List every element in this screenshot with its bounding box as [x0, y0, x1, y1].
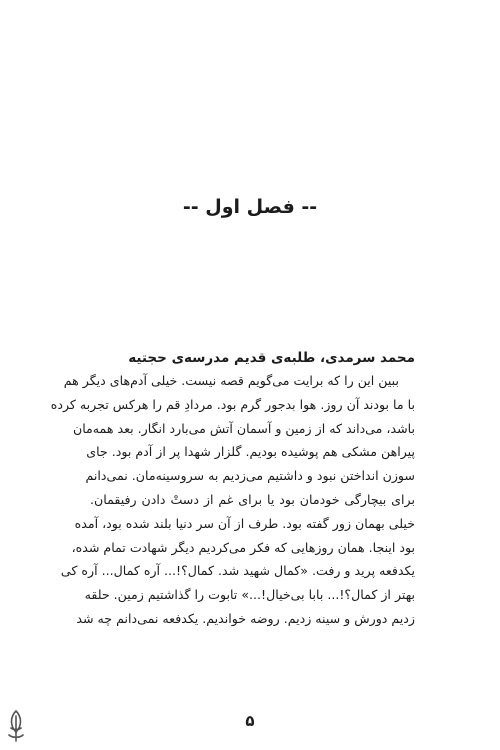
body-line: پیراهن مشکی هم پوشیده بودیم. گلزار شهدا پر از آدم بود. جای	[86, 444, 415, 460]
body-line: یکدفعه پرید و رفت. «کمال شهید شد. کمال؟!... آره کمال... آره کی	[60, 563, 415, 579]
body-line: با ما بودند آن روز. هوا بدجور گرم بود. مردادِ قم را هرکس تجربه کرده	[50, 396, 415, 412]
body-line: ببین این را که برایت می‌گویم قصه نیست. خیلی آدم‌های دیگر هم	[63, 373, 399, 388]
body-line: بود اینجا. همان روزهایی که فکر می‌کردیم دیگر شهادت تمام شده،	[71, 539, 415, 555]
body-line: برای بیچارگی خودمان بود یا برای غم از دستْ دادن رفیقمان.	[90, 491, 415, 507]
body-line: بهتر از کمال؟!... بابا بی‌خیال!...» تابوت را گذاشتیم زمین. حلقه	[84, 587, 415, 603]
speaker-heading: محمد سرمدی، طلبه‌ی قدیم مدرسه‌ی حجتیه	[128, 350, 415, 366]
body-line: خیلی بهمان زور گفته بود. طرف از آن سر دنیا بلند شده بود، آمده	[74, 515, 415, 531]
page-number: ۵	[245, 712, 255, 730]
publisher-logo-icon	[4, 708, 28, 744]
body-line: سوزن انداختن نبود و داشتیم می‌زدیم به سروسینه‌مان. نمی‌دانم	[85, 468, 415, 484]
body-line: زدیم دورش و سینه زدیم. روضه خواندیم. یکدفعه نمی‌دانم چه شد	[76, 610, 415, 626]
section-body	[50, 347, 415, 631]
chapter-title: -- فصل اول --	[182, 196, 318, 218]
body-line: باشد، می‌داند که از زمین و آسمان آتش می‌بارد انگار. بعد همه‌مان	[72, 420, 415, 436]
